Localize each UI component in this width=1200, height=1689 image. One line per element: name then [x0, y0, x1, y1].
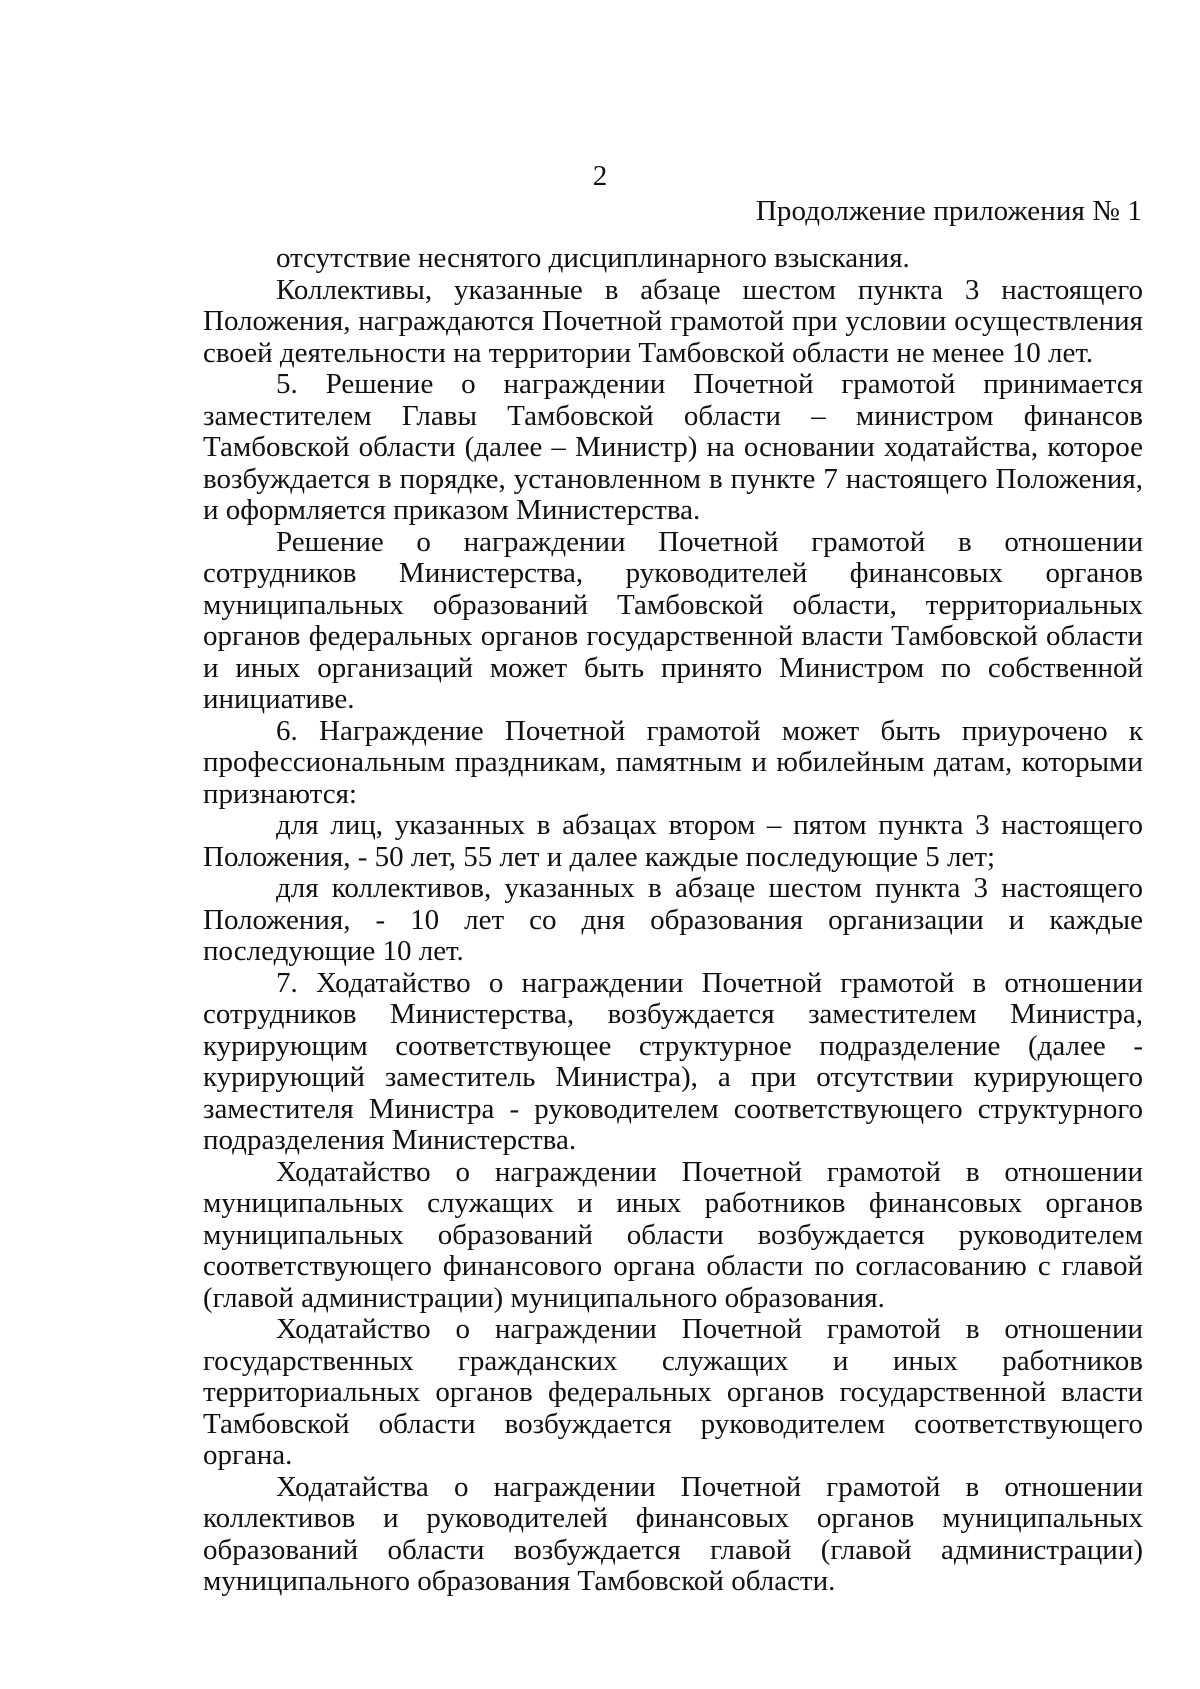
paragraph: Решение о награждении Почетной грамотой в отношении сотрудников Министерства, руководителей финансовых органов муниципальных образований Тамбовской области, территориальных органов федеральных органов государственной власти Тамбовской области и иных организаций может быть принято Министром по собственной инициативе. — [203, 525, 1143, 715]
paragraph: 7. Ходатайство о награждении Почетной грамотой в отношении сотрудников Министерства, возбуждается заместителем Министра, курирующим соответствующее структурное подразделение (далее - курирующий заместитель Министра), а при отсутствии курирующего заместителя Министра - руководителем соответствующего структурного подразделения Министерства. — [203, 966, 1143, 1156]
paragraph: отсутствие неснятого дисциплинарного взыскания. — [276, 242, 910, 274]
paragraph: 6. Награждение Почетной грамотой может быть приурочено к профессиональным праздникам, памятным и юбилейным датам, которыми признаются: — [203, 714, 1143, 810]
paragraph: Коллективы, указанные в абзаце шестом пункта 3 настоящего Положения, награждаются Почетной грамотой при условии осуществления своей деятельности на территории Тамбовской области не менее 10 лет. — [203, 273, 1143, 369]
paragraph: Ходатайства о награждении Почетной грамотой в отношении коллективов и руководителей финансовых органов муниципальных образований области возбуждается главой (главой администрации) муниципального образования Тамбовской области. — [203, 1470, 1143, 1597]
paragraph: для лиц, указанных в абзацах втором – пятом пункта 3 настоящего Положения, - 50 лет, 55 лет и далее каждые последующие 5 лет; — [203, 809, 1143, 873]
document-body — [203, 243, 1143, 1598]
paragraph: для коллективов, указанных в абзаце шестом пункта 3 настоящего Положения, - 10 лет со дня образования организации и каждые последующие 10 лет. — [203, 872, 1143, 967]
paragraph: 5. Решение о награждении Почетной грамотой принимается заместителем Главы Тамбовской области – министром финансов Тамбовской области (далее – Министр) на основании ходатайства, которое возбуждается в порядке, установленном в пункте 7 настоящего Положения, и оформляется приказом Министерства. — [203, 368, 1143, 526]
page-number: 2 — [592, 160, 608, 192]
appendix-continuation-label: Продолжение приложения № 1 — [755, 195, 1142, 227]
paragraph: Ходатайство о награждении Почетной грамотой в отношении государственных гражданских служащих и иных работников территориальных органов федеральных органов государственной власти Тамбовской области возбуждается руководителем соответствующего органа. — [203, 1313, 1143, 1471]
paragraph: Ходатайство о награждении Почетной грамотой в отношении муниципальных служащих и иных работников финансовых органов муниципальных образований области возбуждается руководителем соответствующего финансового органа области по согласованию с главой (главой администрации) муниципального образования. — [203, 1155, 1143, 1314]
